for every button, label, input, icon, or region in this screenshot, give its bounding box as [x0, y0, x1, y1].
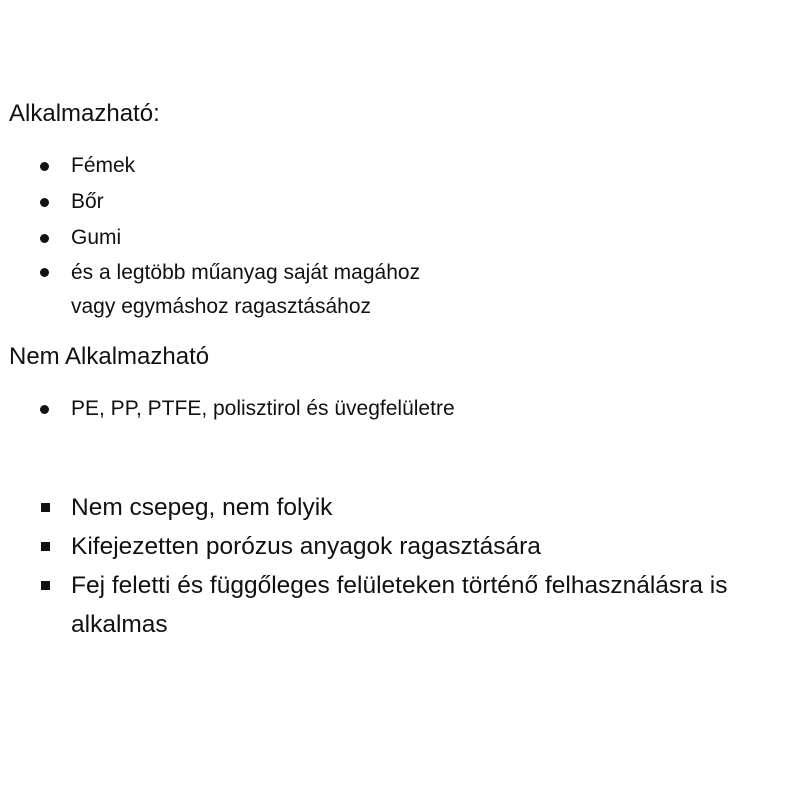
- list-item-text-line-1: és a legtöbb műanyag saját magához: [71, 261, 421, 284]
- applicable-heading: Alkalmazható:: [9, 100, 160, 127]
- list-item-text: PE, PP, PTFE, polisztirol és üvegfelületre: [71, 397, 455, 420]
- list-item: [0, 566, 727, 644]
- list-item: [0, 148, 420, 184]
- list-item: [0, 488, 727, 527]
- list-item: [0, 391, 455, 427]
- list-item: [0, 527, 727, 566]
- list-item-text: Kifejezetten porózus anyagok ragasztására: [71, 533, 541, 560]
- list-item: [0, 256, 420, 324]
- bullet-dot-icon: [40, 268, 49, 277]
- list-item: [0, 220, 420, 256]
- list-item-text: Bőr: [71, 190, 104, 213]
- list-item-text-line-2: vagy egymáshoz ragasztásához: [71, 295, 371, 318]
- list-item-text-line-1: Fej feletti és függőleges felületeken történő felhasználásra is: [71, 572, 728, 599]
- bullet-dot-icon: [40, 234, 49, 243]
- square-bullet-icon: [41, 503, 50, 512]
- square-bullet-icon: [41, 542, 50, 551]
- features-list: [0, 488, 727, 644]
- square-bullet-icon: [41, 581, 50, 590]
- list-item-text: Gumi: [71, 226, 122, 249]
- not-applicable-list: [0, 391, 455, 427]
- list-item-text: Nem csepeg, nem folyik: [71, 494, 333, 521]
- applicable-list: [0, 148, 420, 324]
- bullet-dot-icon: [40, 162, 49, 171]
- list-item-text: Fémek: [71, 154, 136, 177]
- bullet-dot-icon: [40, 198, 49, 207]
- not-applicable-heading: Nem Alkalmazható: [9, 343, 210, 370]
- bullet-dot-icon: [40, 405, 49, 414]
- list-item: [0, 184, 420, 220]
- list-item-text-line-2: alkalmas: [71, 611, 168, 638]
